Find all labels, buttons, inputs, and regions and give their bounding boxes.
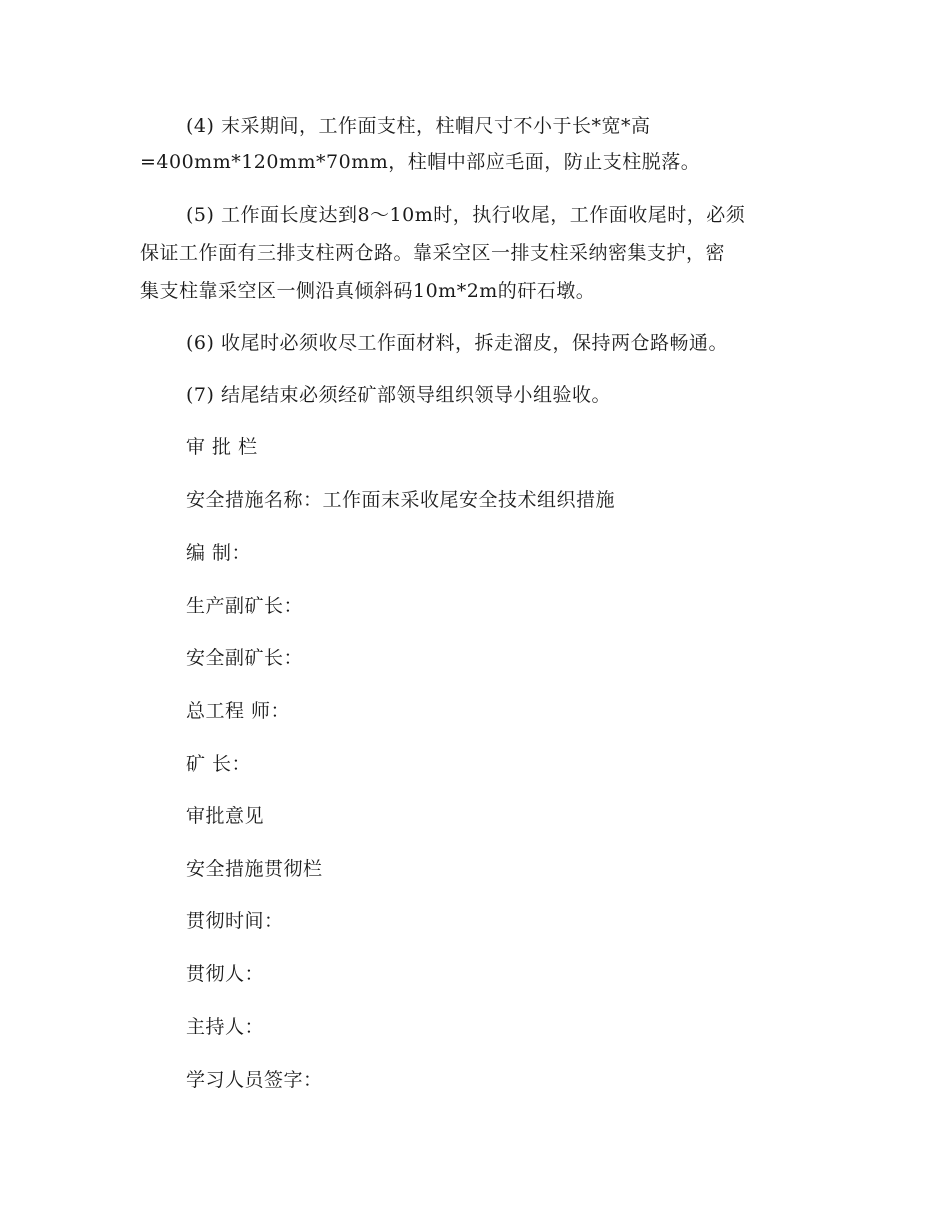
compiler-field: 编 制： bbox=[186, 542, 252, 564]
implementation-time-field: 贯彻时间： bbox=[186, 910, 284, 932]
item-5-line-3: 集支柱靠采空区一侧沿真倾斜码10m*2m的矸石墩。 bbox=[140, 280, 596, 302]
measure-name-field: 安全措施名称：工作面末采收尾安全技术组织措施 bbox=[186, 489, 616, 511]
item-6: (6) 收尾时必须收尽工作面材料，拆走溜皮，保持两仓路畅通。 bbox=[186, 332, 728, 354]
approval-heading: 审 批 栏 bbox=[186, 436, 258, 458]
item-5-line-2: 保证工作面有三排支柱两仓路。靠采空区一排支柱采纳密集支护，密 bbox=[140, 242, 726, 264]
item-4-line-2: =400mm*120mm*70mm，柱帽中部应毛面，防止支柱脱落。 bbox=[140, 151, 701, 173]
item-4-line-1: (4) 末采期间，工作面支柱，柱帽尺寸不小于长*宽*高 bbox=[186, 115, 651, 137]
item-7: (7) 结尾结束必须经矿部领导组织领导小组验收。 bbox=[186, 384, 611, 406]
mine-director-field: 矿 长： bbox=[186, 753, 252, 775]
implementation-person-field: 贯彻人： bbox=[186, 963, 265, 985]
chief-engineer-field: 总工程 师： bbox=[186, 700, 291, 722]
host-field: 主持人： bbox=[186, 1016, 265, 1038]
deputy-production-field: 生产副矿长： bbox=[186, 595, 304, 617]
approval-opinion-field: 审批意见 bbox=[186, 805, 265, 827]
implementation-heading: 安全措施贯彻栏 bbox=[186, 858, 323, 880]
item-5-line-1: (5) 工作面长度达到8～10m时，执行收尾，工作面收尾时，必须 bbox=[186, 204, 746, 226]
learner-signatures-field: 学习人员签字： bbox=[186, 1069, 323, 1091]
deputy-safety-field: 安全副矿长： bbox=[186, 647, 304, 669]
